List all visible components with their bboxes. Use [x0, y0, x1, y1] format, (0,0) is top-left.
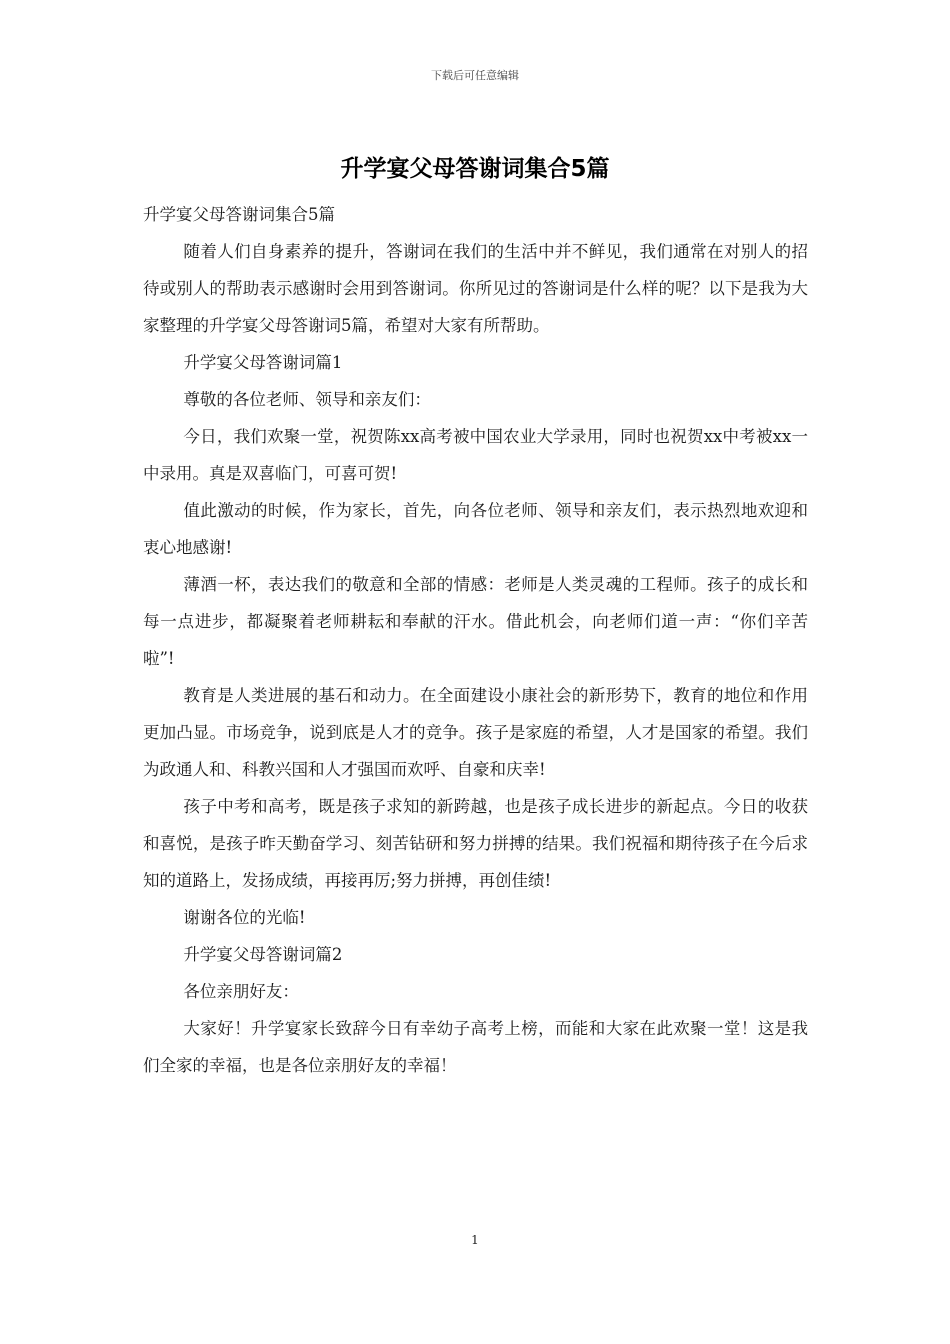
section-heading: 升学宴父母答谢词篇2	[183, 945, 343, 964]
paragraph: 薄酒一杯，表达我们的敬意和全部的情感：老师是人类灵魂的工程师。孩子的成长和每一点进步，都凝聚着老师耕耘和奉献的汗水。借此机会，向老师们道一声：“你们辛苦啦”!	[143, 575, 808, 668]
section-heading: 升学宴父母答谢词篇1	[183, 353, 343, 372]
paragraph: 教育是人类进展的基石和动力。在全面建设小康社会的新形势下，教育的地位和作用更加凸显。市场竞争，说到底是人才的竞争。孩子是家庭的希望，人才是国家的希望。我们为政通人和、科教兴国和人才强国而欢呼、自豪和庆幸!	[143, 686, 808, 779]
paragraph: 孩子中考和高考，既是孩子求知的新跨越，也是孩子成长进步的新起点。今日的收获和喜悦，是孩子昨天勤奋学习、刻苦钻研和努力拼搏的结果。我们祝福和期待孩子在今后求知的道路上，发扬成绩，再接再厉;努力拼搏，再创佳绩!	[143, 797, 808, 890]
salutation: 尊敬的各位老师、领导和亲友们：	[183, 390, 431, 409]
paragraph: 大家好！升学宴家长致辞今日有幸幼子高考上榜，而能和大家在此欢聚一堂！这是我们全家的幸福，也是各位亲朋好友的幸福！	[143, 1019, 808, 1075]
closing-line: 谢谢各位的光临!	[183, 908, 306, 927]
page-number: 1	[471, 1233, 479, 1247]
salutation: 各位亲朋好友：	[183, 982, 299, 1001]
paragraph: 值此激动的时候，作为家长，首先，向各位老师、领导和亲友们，表示热烈地欢迎和衷心地感谢!	[143, 501, 808, 557]
document-title: 升学宴父母答谢词集合5篇	[340, 156, 610, 182]
paragraph: 升学宴父母答谢词集合5篇	[143, 205, 335, 224]
document-body	[143, 196, 808, 1084]
paragraph: 随着人们自身素养的提升，答谢词在我们的生活中并不鲜见，我们通常在对别人的招待或别人的帮助表示感谢时会用到答谢词。你所见过的答谢词是什么样的呢？以下是我为大家整理的升学宴父母答谢词5篇，希望对大家有所帮助。	[143, 242, 808, 335]
paragraph: 今日，我们欢聚一堂，祝贺陈xx高考被中国农业大学录用，同时也祝贺xx中考被xx一中录用。真是双喜临门，可喜可贺!	[143, 427, 808, 483]
page-header-note: 下载后可任意编辑	[431, 69, 519, 82]
